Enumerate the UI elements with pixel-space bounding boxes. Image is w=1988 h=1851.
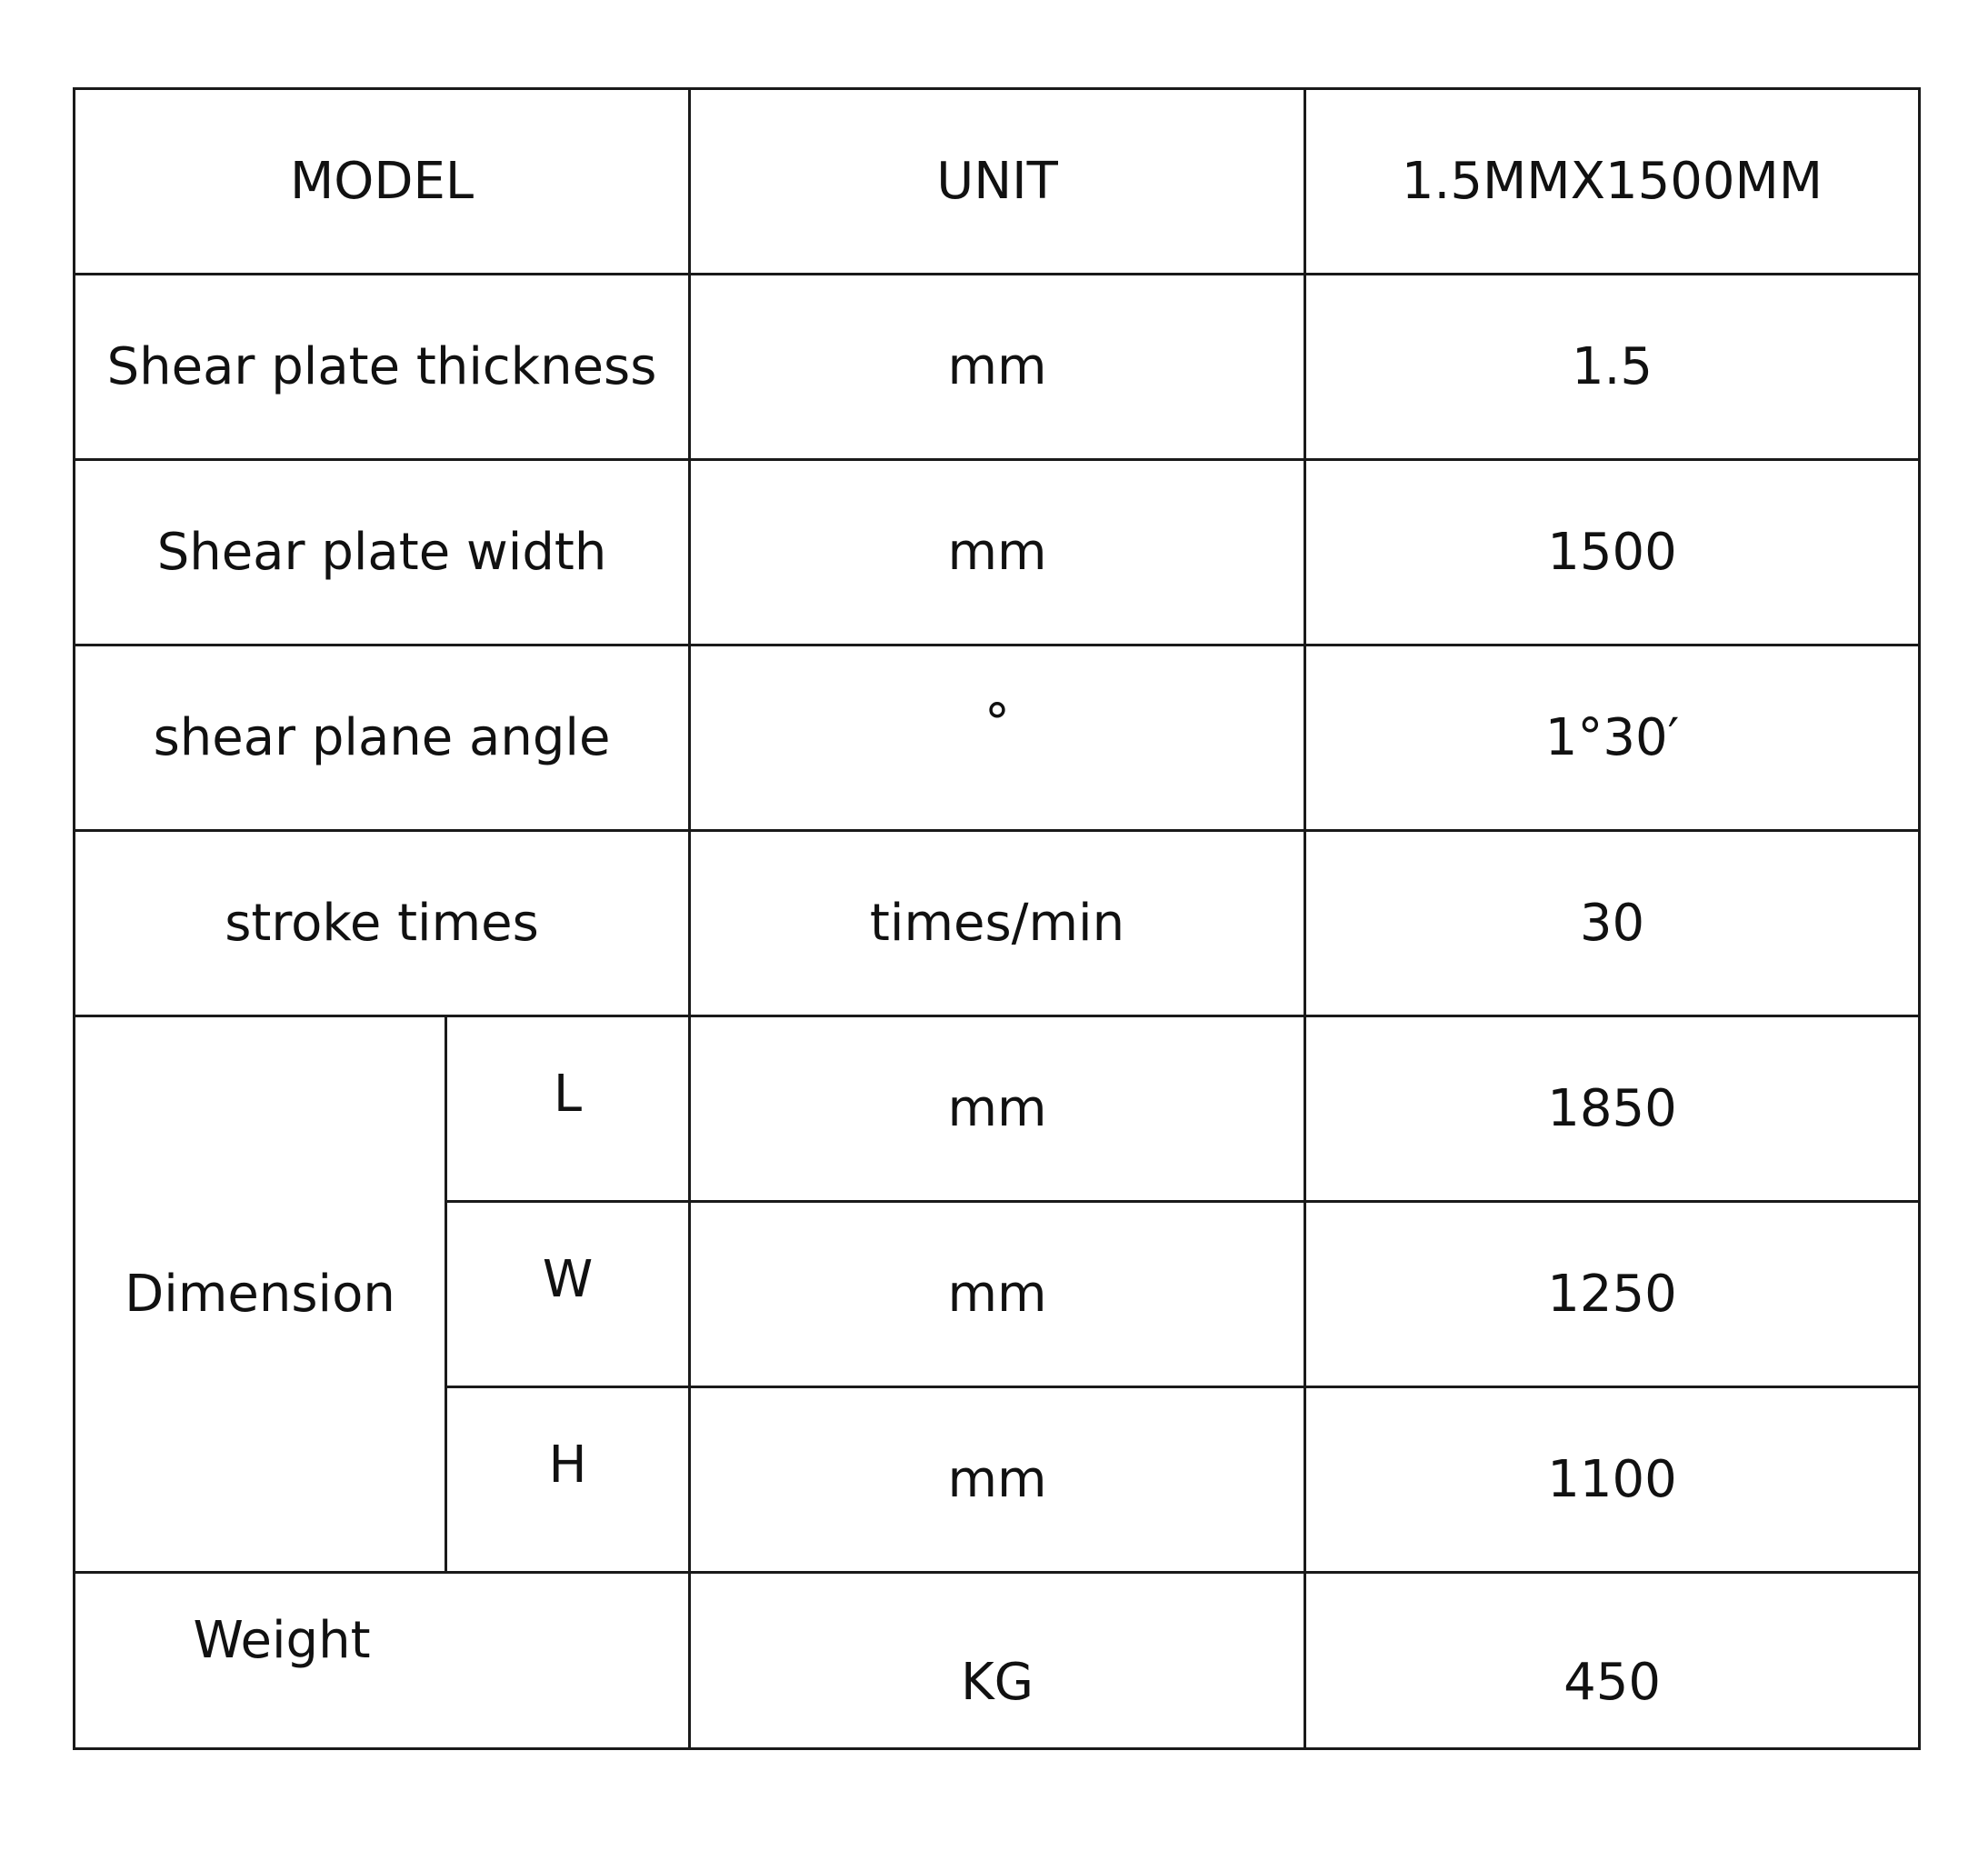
weight-value: 450	[1563, 1652, 1661, 1712]
row-unit	[690, 645, 1305, 831]
dimension-axis	[446, 1202, 690, 1387]
table-row	[75, 460, 1920, 645]
dimension-axis	[446, 1387, 690, 1573]
table-row	[75, 645, 1920, 831]
weight-label: Weight	[193, 1610, 371, 1670]
dimension-value: 1850	[1305, 1016, 1920, 1202]
model-header: MODEL	[75, 89, 690, 275]
dimension-row-length	[75, 1016, 1920, 1202]
row-label: Shear plate width	[75, 460, 690, 645]
axis-label-l: L	[553, 1064, 583, 1124]
weight-unit: KG	[960, 1652, 1034, 1712]
spec-table	[73, 87, 1921, 1750]
header-row	[75, 89, 1920, 275]
row-value: 1.5	[1305, 275, 1920, 460]
dimension-value: 1100	[1305, 1387, 1920, 1573]
axis-label-h: H	[548, 1435, 587, 1495]
degree-symbol: °	[984, 693, 1011, 753]
table-row	[75, 275, 1920, 460]
weight-label-cell	[75, 1573, 690, 1749]
row-unit: mm	[690, 275, 1305, 460]
dimension-value: 1250	[1305, 1202, 1920, 1387]
row-unit: mm	[690, 460, 1305, 645]
row-value: 1°30′	[1305, 645, 1920, 831]
row-value: 1500	[1305, 460, 1920, 645]
row-label: Shear plate thickness	[75, 275, 690, 460]
row-label: shear plane angle	[75, 645, 690, 831]
row-unit: times/min	[690, 831, 1305, 1016]
axis-label-w: W	[542, 1249, 594, 1309]
weight-unit-cell	[690, 1573, 1305, 1749]
row-label: stroke times	[75, 831, 690, 1016]
dimension-label: Dimension	[75, 1016, 446, 1573]
dimension-unit: mm	[690, 1016, 1305, 1202]
dimension-unit: mm	[690, 1202, 1305, 1387]
row-value: 30	[1305, 831, 1920, 1016]
table-row	[75, 831, 1920, 1016]
spec-header: 1.5MMX1500MM	[1305, 89, 1920, 275]
dimension-axis	[446, 1016, 690, 1202]
weight-row	[75, 1573, 1920, 1749]
dimension-unit: mm	[690, 1387, 1305, 1573]
unit-header: UNIT	[690, 89, 1305, 275]
weight-value-cell	[1305, 1573, 1920, 1749]
